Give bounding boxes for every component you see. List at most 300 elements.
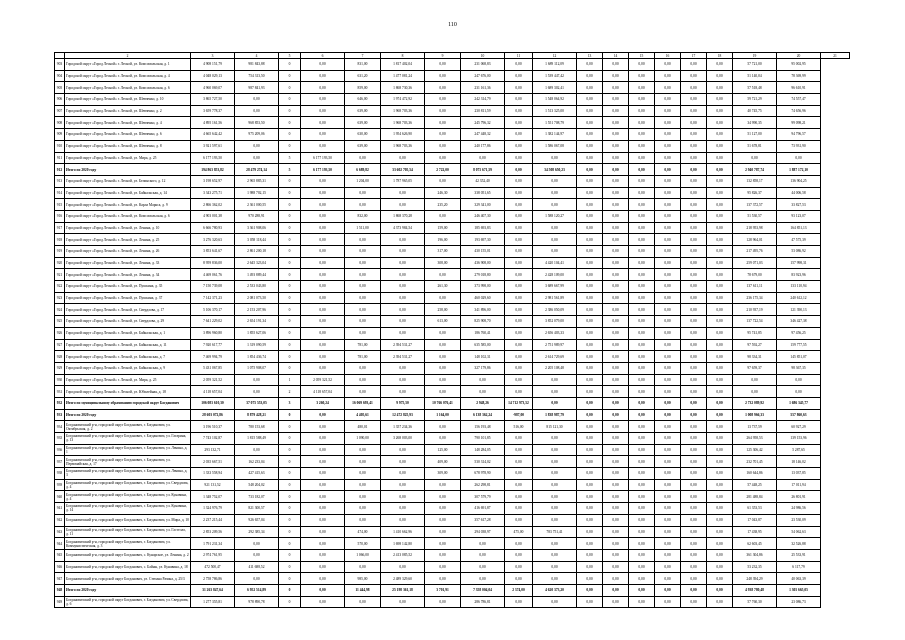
value-cell: 0,00 <box>505 292 533 304</box>
value-cell: 0,00 <box>655 339 681 351</box>
value-cell: 0,00 <box>301 129 345 141</box>
value-cell: 0,00 <box>603 561 629 573</box>
value-cell: 472 500,47 <box>191 561 235 573</box>
value-cell: 0,00 <box>235 94 279 106</box>
value-cell: 0,00 <box>603 573 629 585</box>
value-cell: 34 990,35 <box>733 117 777 129</box>
value-cell: 0,00 <box>505 199 533 211</box>
table-row <box>55 199 850 211</box>
value-cell: 0,00 <box>707 234 733 246</box>
value-cell: 0,00 <box>235 105 279 117</box>
value-cell: 0,00 <box>603 444 629 456</box>
address-cell: Богдановичский р-н, городской округ Богданович, г. Богданович, ул. Первомайская, д. 17 <box>65 456 191 468</box>
value-cell: 0,00 <box>425 491 461 503</box>
value-cell: 0,00 <box>681 409 707 421</box>
value-cell: 3 361 908,06 <box>235 222 279 234</box>
value-cell: 0,00 <box>655 94 681 106</box>
value-cell: 1 204,00 <box>345 175 381 187</box>
value-cell: 230 811,59 <box>461 105 505 117</box>
value-cell: 0,00 <box>577 514 603 526</box>
row-number-cell: 906 <box>55 94 65 106</box>
value-cell: 0,00 <box>681 397 707 409</box>
value-cell: 0,00 <box>577 304 603 316</box>
value-cell: 0,00 <box>681 456 707 468</box>
value-cell: 0,00 <box>603 281 629 293</box>
value-cell: 94 796,57 <box>777 129 821 141</box>
value-cell: 148 284,05 <box>461 444 505 456</box>
value-cell: 0,00 <box>345 374 381 386</box>
value-cell: 0,00 <box>603 152 629 164</box>
value-cell: 1 319 090,59 <box>235 339 279 351</box>
value-cell: 0 <box>279 409 301 421</box>
value-cell: 51 140,04 <box>733 70 777 82</box>
value-cell: 0,00 <box>707 561 733 573</box>
value-cell: 0,00 <box>655 129 681 141</box>
header-cell: 16 <box>655 53 681 59</box>
value-cell: 0,00 <box>681 561 707 573</box>
table-row <box>55 433 850 445</box>
value-cell: 0,00 <box>603 433 629 445</box>
value-cell: 62 603,45 <box>733 538 777 550</box>
address-cell: Итого по 2020 году <box>65 584 191 596</box>
value-cell: 0,00 <box>707 526 733 538</box>
value-cell: 0,00 <box>603 351 629 363</box>
value-cell: 2 533 043,80 <box>235 281 279 293</box>
table-row <box>55 304 850 316</box>
table-row <box>55 444 850 456</box>
value-cell: 8 879 428,21 <box>235 409 279 421</box>
value-cell: 0,00 <box>301 175 345 187</box>
value-cell: 0,00 <box>655 503 681 515</box>
value-cell: 0,00 <box>707 456 733 468</box>
value-cell: 0 <box>279 444 301 456</box>
value-cell: 0,00 <box>577 246 603 258</box>
value-cell: 6 177 193,50 <box>301 152 345 164</box>
value-cell: 0,00 <box>345 304 381 316</box>
value-cell: 0,00 <box>681 59 707 71</box>
address-cell: Городской округ «Город Лесной» г. Лесной, ул. Комсомольская, д. 1 <box>65 59 191 71</box>
value-cell: 0,00 <box>603 397 629 409</box>
value-cell: 25 198 361,18 <box>381 584 425 596</box>
value-cell: 97 659,37 <box>733 362 777 374</box>
table-row <box>55 129 850 141</box>
value-cell: 981 843,88 <box>235 59 279 71</box>
value-cell: 57 448,25 <box>733 479 777 491</box>
value-cell: 0,00 <box>707 199 733 211</box>
value-cell: 0,00 <box>603 304 629 316</box>
value-cell: 1 988 702,15 <box>235 187 279 199</box>
header-cell: 8 <box>381 53 425 59</box>
value-cell: 0,00 <box>655 456 681 468</box>
value-cell: 0,00 <box>655 491 681 503</box>
value-cell: 47 575,39 <box>777 234 821 246</box>
value-cell: 0 <box>279 94 301 106</box>
value-cell: 0,00 <box>505 433 533 445</box>
value-cell: 987 841,93 <box>235 82 279 94</box>
value-cell: 0,00 <box>425 362 461 374</box>
value-cell: 0,00 <box>629 210 655 222</box>
value-cell: 3 260,24 <box>301 397 345 409</box>
value-cell: 4 938 780,48 <box>733 584 777 596</box>
address-cell: Городской округ «Город Лесной» г. Лесной, ул. Карла Маркса, д. 9 <box>65 199 191 211</box>
value-cell: 0 <box>279 292 301 304</box>
value-cell: 0,00 <box>345 468 381 480</box>
value-cell: 832,00 <box>345 210 381 222</box>
value-cell: 0,00 <box>505 269 533 281</box>
value-cell: 427 415,63 <box>235 468 279 480</box>
value-cell: 0,00 <box>381 257 425 269</box>
row-number-cell: 942 <box>55 514 65 526</box>
value-cell: 0,00 <box>681 105 707 117</box>
value-cell: 474,00 <box>345 526 381 538</box>
value-cell: 0,00 <box>577 362 603 374</box>
value-cell: 5 431 067,85 <box>191 362 235 374</box>
value-cell: 0 <box>279 596 301 608</box>
value-cell: 232 701,45 <box>733 456 777 468</box>
value-cell: 0,00 <box>425 351 461 363</box>
value-cell: 0 <box>279 351 301 363</box>
value-cell: 74 656,96 <box>777 105 821 117</box>
address-cell: Итого по 2020 году <box>65 409 191 421</box>
value-cell: 0,00 <box>505 327 533 339</box>
value-cell: 0,00 <box>681 327 707 339</box>
value-cell: 2 394 531,27 <box>381 339 425 351</box>
value-cell: 4 903 001,38 <box>191 210 235 222</box>
value-cell: 0,00 <box>707 210 733 222</box>
value-cell: 548 204,02 <box>235 479 279 491</box>
address-cell: Городской округ «Город Лесной» г. Лесной, ул. Юбилейная, д. 18 <box>65 386 191 398</box>
header-cell: 13 <box>577 53 603 59</box>
value-cell: 0,00 <box>301 234 345 246</box>
value-cell: 0,00 <box>681 70 707 82</box>
value-cell: 0,00 <box>533 491 577 503</box>
value-cell: 0 <box>279 129 301 141</box>
value-cell: 0,00 <box>577 444 603 456</box>
value-cell: 7 142 371,23 <box>191 292 235 304</box>
value-cell: 0 <box>279 526 301 538</box>
value-cell: 0,00 <box>461 573 505 585</box>
value-cell: 0,00 <box>577 561 603 573</box>
value-cell: 3 689 667,99 <box>533 281 577 293</box>
value-cell: 0,00 <box>577 316 603 328</box>
value-cell: 0,00 <box>707 246 733 258</box>
row-number-cell: 926 <box>55 327 65 339</box>
header-cell: 9 <box>425 53 461 59</box>
value-cell: 1 968 703,36 <box>381 117 425 129</box>
header-cell: 12 <box>533 53 577 59</box>
table-row <box>55 374 850 386</box>
value-cell: 6 177 193,50 <box>301 164 345 176</box>
value-cell: 0,00 <box>707 175 733 187</box>
address-cell: Богдановичский р-н, городской округ Богданович, с. Кунарское, ул. Ленина, д. 2 <box>65 549 191 561</box>
value-cell: 0,00 <box>533 199 577 211</box>
row-number-cell: 904 <box>55 70 65 82</box>
value-cell: 1 689 302,41 <box>533 82 577 94</box>
value-cell: 0,00 <box>301 479 345 491</box>
value-cell: 0,00 <box>505 105 533 117</box>
value-cell: 0,00 <box>655 584 681 596</box>
value-cell: 2 059 321,52 <box>301 374 345 386</box>
value-cell: 0,00 <box>505 468 533 480</box>
value-cell: 0,00 <box>655 257 681 269</box>
value-cell: 0,00 <box>301 596 345 608</box>
address-cell: Богдановичский р-н, городской округ Богданович, г. Богданович, ул. Свердлова, д. 4 <box>65 479 191 491</box>
value-cell: 0,00 <box>629 339 655 351</box>
value-cell: 968 853,50 <box>235 117 279 129</box>
value-cell: 0,00 <box>577 397 603 409</box>
value-cell: 0,00 <box>505 257 533 269</box>
value-cell: 0,00 <box>629 362 655 374</box>
value-cell: 0,00 <box>505 549 533 561</box>
value-cell: 0,00 <box>629 234 655 246</box>
value-cell: 0,00 <box>505 175 533 187</box>
header-cell: 19 <box>733 53 777 59</box>
value-cell: 0,00 <box>577 503 603 515</box>
value-cell: 6 138 362,24 <box>461 409 505 421</box>
value-cell: 0,00 <box>345 187 381 199</box>
value-cell: 0,00 <box>533 246 577 258</box>
value-cell: 157 998,31 <box>777 257 821 269</box>
table-row <box>55 175 850 187</box>
address-cell: Городской округ «Город Лесной» г. Лесной, ул. Ленина, д. 26 <box>65 246 191 258</box>
value-cell: 1 493 889,44 <box>235 269 279 281</box>
value-cell: 0 <box>279 503 301 515</box>
value-cell: 1 817 402,04 <box>381 59 425 71</box>
value-cell: 0 <box>279 82 301 94</box>
value-cell: 2 614 729,69 <box>533 351 577 363</box>
address-cell: Городской округ «Город Лесной» г. Лесной, ул. Пушкина, д. 35 <box>65 281 191 293</box>
value-cell: 53 086,92 <box>777 246 821 258</box>
value-cell: 0,00 <box>235 152 279 164</box>
value-cell: 0,00 <box>655 246 681 258</box>
value-cell: 162 233,04 <box>235 456 279 468</box>
value-cell: 4 960 069,07 <box>191 82 235 94</box>
row-number-cell: 948 <box>55 584 65 596</box>
value-cell: 0,00 <box>301 491 345 503</box>
value-cell: 3 343 275,71 <box>191 187 235 199</box>
value-cell: 0,00 <box>381 374 425 386</box>
value-cell: 373 998,00 <box>461 281 505 293</box>
address-cell: Городской округ «Город Лесной» г. Лесной, ул. Шевченко, д. 8 <box>65 140 191 152</box>
value-cell: 0,00 <box>681 292 707 304</box>
value-cell: 1 586 067,08 <box>533 140 577 152</box>
address-cell: Городской округ «Город Лесной» г. Лесной, ул. Комсомольская, д. 6 <box>65 210 191 222</box>
row-number-cell: 903 <box>55 59 65 71</box>
header-cell: 15 <box>629 53 655 59</box>
value-cell: 639,00 <box>345 140 381 152</box>
value-cell: 0,00 <box>345 456 381 468</box>
value-cell: 279 018,80 <box>461 269 505 281</box>
value-cell: 0,00 <box>707 421 733 433</box>
value-cell: 3 701,91 <box>425 584 461 596</box>
value-cell: 0,00 <box>681 514 707 526</box>
value-cell: 0,00 <box>681 117 707 129</box>
value-cell: 0,00 <box>577 526 603 538</box>
address-cell: Городской округ «Город Лесной» г. Лесной, ул. Шевченко, д. 4 <box>65 117 191 129</box>
value-cell: 0,00 <box>681 269 707 281</box>
value-cell: 0,00 <box>681 479 707 491</box>
value-cell: 281 488,84 <box>733 491 777 503</box>
address-cell: Богдановичский р-н, городской округ Богданович, г. Богданович, ул. Ленина, д. 3 <box>65 468 191 480</box>
value-cell: 0,00 <box>707 281 733 293</box>
value-cell: 0,00 <box>655 561 681 573</box>
address-cell: Богдановичский р-н, городской округ Богданович, г. Богданович, ул. Гастелло, д. 11 <box>65 526 191 538</box>
value-cell: 0,00 <box>577 596 603 608</box>
value-cell: 37 075 553,05 <box>235 397 279 409</box>
value-cell: 4 908 151,79 <box>191 59 235 71</box>
value-cell: 307 579,79 <box>461 491 505 503</box>
value-cell: 317,00 <box>425 246 461 258</box>
value-cell: 0,00 <box>655 269 681 281</box>
value-cell: 678 978,90 <box>461 468 505 480</box>
value-cell: 0,00 <box>603 105 629 117</box>
row-number-cell: 924 <box>55 304 65 316</box>
value-cell: 7 150 739,08 <box>191 281 235 293</box>
row-number-cell: 915 <box>55 199 65 211</box>
value-cell: 136 904,25 <box>777 175 821 187</box>
value-cell: 0,00 <box>505 503 533 515</box>
value-cell: 0,00 <box>655 362 681 374</box>
value-cell: 9 975,50 <box>381 397 425 409</box>
value-cell: 3 659 778,37 <box>191 105 235 117</box>
value-cell: 4 118 657,04 <box>301 386 345 398</box>
value-cell: 259 071,03 <box>733 257 777 269</box>
value-cell: 0,00 <box>577 409 603 421</box>
row-number-cell: 939 <box>55 479 65 491</box>
value-cell: 475,00 <box>505 526 533 538</box>
value-cell: 0,00 <box>577 327 603 339</box>
value-cell: 0 <box>279 257 301 269</box>
value-cell: 815 121,30 <box>533 421 577 433</box>
value-cell: 0,00 <box>425 479 461 491</box>
value-cell: 0,00 <box>707 339 733 351</box>
value-cell: 0,00 <box>681 503 707 515</box>
value-cell: 0,00 <box>505 479 533 491</box>
value-cell: 0,00 <box>707 129 733 141</box>
value-cell: 357 617,28 <box>461 514 505 526</box>
value-cell: 0,00 <box>235 444 279 456</box>
value-cell: 0,00 <box>629 129 655 141</box>
value-cell: 40 063,39 <box>777 573 821 585</box>
value-cell: 0,00 <box>345 316 381 328</box>
table-row <box>55 526 850 538</box>
value-cell: 0,00 <box>533 468 577 480</box>
value-cell: 5 106 370,17 <box>191 304 235 316</box>
value-cell: 5 287,65 <box>777 444 821 456</box>
value-cell: 2 374,00 <box>505 584 533 596</box>
address-cell: Городской округ «Город Лесной» г. Лесной, ул. Ленина, д. 33 <box>65 257 191 269</box>
value-cell: 0,00 <box>655 433 681 445</box>
value-cell: 40 745,75 <box>733 105 777 117</box>
value-cell: 570,00 <box>345 538 381 550</box>
value-cell: 0,00 <box>707 374 733 386</box>
address-cell: Городской округ «Город Лесной» г. Лесной, ул. Ленина, д. 34 <box>65 269 191 281</box>
value-cell: 1 324 976,79 <box>191 503 235 515</box>
value-cell: 0,00 <box>629 409 655 421</box>
value-cell: 0,00 <box>577 292 603 304</box>
value-cell: 0,00 <box>707 386 733 398</box>
table-row <box>55 573 850 585</box>
value-cell: 0,00 <box>425 210 461 222</box>
value-cell: 0,00 <box>629 175 655 187</box>
value-cell: 0,00 <box>301 327 345 339</box>
value-cell: 0,00 <box>461 374 505 386</box>
value-cell: 95 002,95 <box>777 59 821 71</box>
value-cell: 0 <box>279 304 301 316</box>
value-cell: 1 689 112,09 <box>533 59 577 71</box>
value-cell: 0,00 <box>505 59 533 71</box>
value-cell: 635 585,00 <box>461 339 505 351</box>
value-cell: 42 352,40 <box>461 175 505 187</box>
value-cell: 0,00 <box>301 105 345 117</box>
value-cell: 1 410 662,96 <box>381 526 425 538</box>
value-cell: 78 369,99 <box>777 70 821 82</box>
value-cell: 0,00 <box>345 362 381 374</box>
value-cell: 0,00 <box>655 468 681 480</box>
value-cell: 921 131,52 <box>191 479 235 491</box>
value-cell: 17 043,87 <box>733 514 777 526</box>
row-number-cell: 937 <box>55 456 65 468</box>
value-cell: 60 927,29 <box>777 421 821 433</box>
header-cell: 18 <box>707 53 733 59</box>
value-cell: 246 407,30 <box>461 210 505 222</box>
value-cell: 1 539 447,42 <box>533 70 577 82</box>
value-cell: 2 974 761,95 <box>191 549 235 561</box>
table-row <box>55 140 850 152</box>
value-cell: 0,00 <box>681 175 707 187</box>
value-cell: 0 <box>279 433 301 445</box>
header-cell: 10 <box>461 53 505 59</box>
value-cell: 0 <box>279 327 301 339</box>
value-cell: 2 853 209,56 <box>191 526 235 538</box>
value-cell: 0,00 <box>381 503 425 515</box>
value-cell: 0,00 <box>533 596 577 608</box>
value-cell: 1 868 370,28 <box>381 210 425 222</box>
value-cell: 0,00 <box>505 210 533 222</box>
value-cell: 0,00 <box>655 234 681 246</box>
value-cell: 0,00 <box>655 596 681 608</box>
address-cell: Богдановичский р-н, городской округ Богданович, г. Богданович, ул. Свердлова, д. 6 <box>65 596 191 608</box>
value-cell: 0,00 <box>707 549 733 561</box>
value-cell: 0,00 <box>681 152 707 164</box>
value-cell: 0,00 <box>655 421 681 433</box>
value-cell: 530 314,02 <box>461 456 505 468</box>
value-cell: 10 766 076,41 <box>425 397 461 409</box>
value-cell: 4 469 061,76 <box>191 269 235 281</box>
value-cell: 0,00 <box>629 59 655 71</box>
value-cell: 74 557,47 <box>777 94 821 106</box>
value-cell: 0,00 <box>425 292 461 304</box>
value-cell: 0 <box>279 70 301 82</box>
value-cell: 0,00 <box>381 187 425 199</box>
value-cell: 0,00 <box>381 304 425 316</box>
table-row <box>55 549 850 561</box>
value-cell: 0,00 <box>603 409 629 421</box>
value-cell: 0 <box>279 269 301 281</box>
value-cell: 733 182,07 <box>235 491 279 503</box>
value-cell: 0,00 <box>505 561 533 573</box>
value-cell: 0,00 <box>301 199 345 211</box>
value-cell: 2 059 321,52 <box>191 374 235 386</box>
value-cell: 2 035 667,51 <box>191 456 235 468</box>
value-cell: 0,00 <box>577 210 603 222</box>
value-cell: 0,00 <box>505 514 533 526</box>
value-cell: 0,00 <box>681 573 707 585</box>
value-cell: 0,00 <box>505 117 533 129</box>
value-cell: 0,00 <box>707 304 733 316</box>
value-cell: 0,00 <box>345 246 381 258</box>
value-cell: 1 305 665,05 <box>777 584 821 596</box>
